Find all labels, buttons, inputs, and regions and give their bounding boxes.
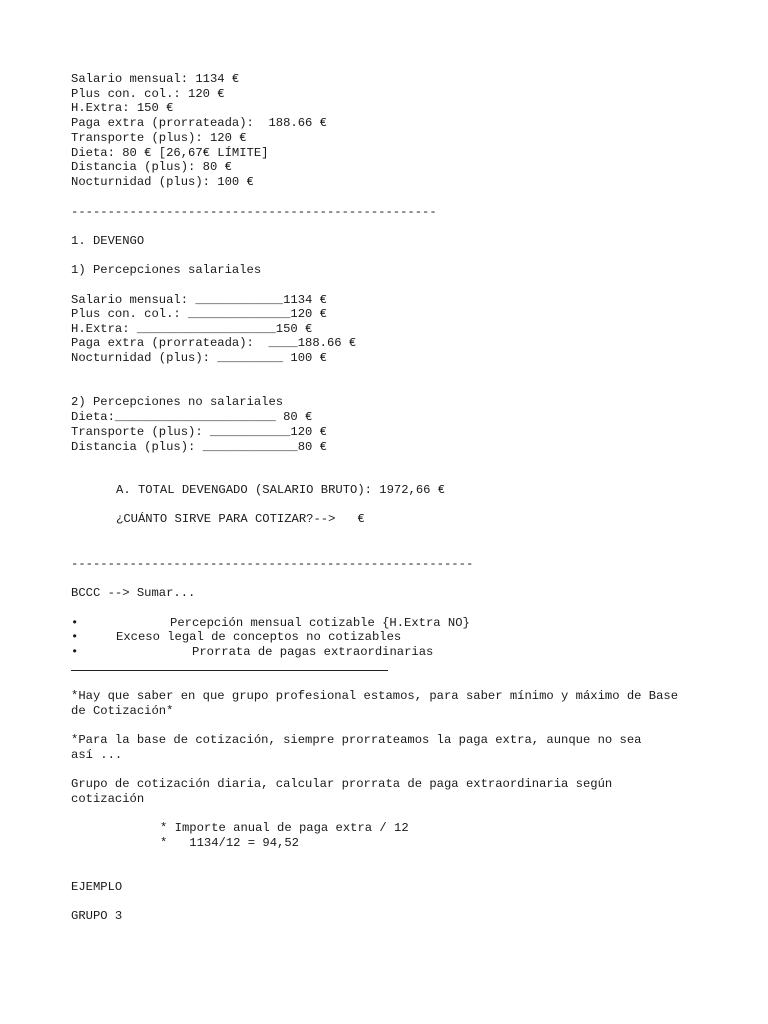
note-line: *Para la base de cotización, siempre prorrateamos la paga extra, aunque no sea [71, 733, 642, 747]
bullet-icon: • [71, 616, 79, 630]
salariales-item: Nocturnidad (plus): _________ 100 € [71, 351, 327, 365]
header-item-hextra: H.Extra: 150 € [71, 101, 174, 115]
ejemplo-heading: EJEMPLO [71, 880, 123, 894]
horizontal-rule [71, 670, 388, 671]
salariales-item: Salario mensual: ____________1134 € [71, 293, 327, 307]
no-salariales-heading: 2) Percepciones no salariales [71, 395, 284, 409]
header-item-nocturnidad: Nocturnidad (plus): 100 € [71, 175, 254, 189]
salariales-item: H.Extra: ___________________150 € [71, 322, 313, 336]
no-salariales-item: Dieta:______________________ 80 € [71, 410, 313, 424]
formula-line: * 1134/12 = 94,52 [160, 836, 299, 850]
header-item-paga-extra: Paga extra (prorrateada): 188.66 € [71, 116, 327, 130]
note-line: cotización [71, 792, 145, 806]
section-title: 1. DEVENGO [71, 234, 145, 248]
grupo-heading: GRUPO 3 [71, 909, 123, 923]
bullet-item: Prorrata de pagas extraordinarias [192, 645, 434, 659]
cotizar-question: ¿CUÁNTO SIRVE PARA COTIZAR?--> € [116, 512, 365, 526]
no-salariales-item: Transporte (plus): ___________120 € [71, 425, 327, 439]
salariales-item: Paga extra (prorrateada): ____188.66 € [71, 336, 357, 350]
salariales-heading: 1) Percepciones salariales [71, 263, 262, 277]
salariales-item: Plus con. col.: ______________120 € [71, 307, 327, 321]
formula-line: * Importe anual de paga extra / 12 [160, 821, 409, 835]
header-item-transporte: Transporte (plus): 120 € [71, 131, 247, 145]
header-item-dieta: Dieta: 80 € [26,67€ LÍMITE] [71, 146, 269, 160]
note-line: *Hay que saber en que grupo profesional estamos, para saber mínimo y máximo de Base [71, 689, 679, 703]
header-item-plus-con-col: Plus con. col.: 120 € [71, 87, 225, 101]
separator-line: ------------------------------------------------------- [71, 557, 474, 571]
bullet-item: Exceso legal de conceptos no cotizables [116, 630, 402, 644]
bullet-item: Percepción mensual cotizable {H.Extra NO} [170, 616, 470, 630]
no-salariales-item: Distancia (plus): _____________80 € [71, 440, 327, 454]
bccc-line: BCCC --> Sumar... [71, 586, 196, 600]
note-line: de Cotización* [71, 704, 174, 718]
bullet-icon: • [71, 630, 79, 644]
note-line: Grupo de cotización diaria, calcular prorrata de paga extraordinaria según [71, 777, 613, 791]
header-item-distancia: Distancia (plus): 80 € [71, 160, 232, 174]
header-item-salario: Salario mensual: 1134 € [71, 72, 240, 86]
bullet-icon: • [71, 645, 79, 659]
total-devengado: A. TOTAL DEVENGADO (SALARIO BRUTO): 1972,66 € [116, 483, 446, 497]
separator-line: -------------------------------------------------- [71, 205, 437, 219]
note-line: así ... [71, 748, 123, 762]
